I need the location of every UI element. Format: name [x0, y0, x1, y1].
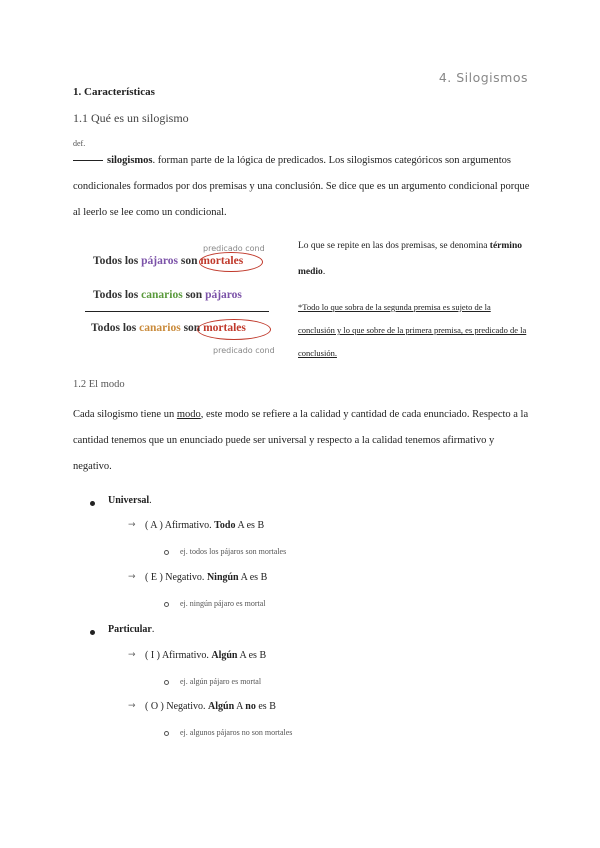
- premise-1-middle: pájaros: [141, 255, 179, 267]
- middle-term-text: Lo que se repite en las dos premisas, se denomina: [298, 241, 488, 251]
- conclusion-note: *Todo lo que sobra de la segunda premisa es sujeto de la conclusión y lo que sobre de la primera premisa, es predicado de la conclusión.: [298, 302, 527, 358]
- premise-1-predicate: mortales: [200, 255, 244, 267]
- circle-bullet: [164, 602, 169, 607]
- conclusion-predicate: mortales: [203, 322, 246, 334]
- premise-2-c: son: [182, 289, 206, 301]
- proposition-e-prefix: ( E ) Negativo.: [145, 572, 207, 583]
- middle-term: término medio: [298, 241, 522, 277]
- proposition-a-prefix: ( A ) Afirmativo.: [145, 520, 215, 531]
- conclusion-c: son: [180, 322, 204, 334]
- arrow-icon: →: [128, 520, 136, 530]
- section-title: 1. Características: [73, 86, 155, 98]
- proposition-a-quantifier: Todo: [214, 520, 236, 531]
- example-i: ej. algún pájaro es mortal: [180, 677, 262, 686]
- particular-end: .: [151, 624, 155, 635]
- conclusion-a: Todos los: [91, 322, 140, 334]
- universal-item: [108, 495, 152, 506]
- proposition-e-quantifier: Ningún: [206, 572, 239, 583]
- proposition-a-rest: A es B: [235, 520, 265, 531]
- universal-label: Universal: [108, 495, 150, 506]
- definition-term: silogismos: [107, 155, 153, 166]
- definition-text: . forman parte de la lógica de predicados. Los silogismos categóricos son argumentos condicionales formados por dos premisas y una conclusión. Se dice que es un argumento condicional porque al leerlo se lee como un condicional.: [73, 155, 530, 218]
- proposition-i: [145, 650, 266, 661]
- bullet-universal: [90, 501, 95, 506]
- conclusion-subject: canarios: [139, 322, 181, 334]
- universal-end: .: [149, 495, 152, 506]
- proposition-e-rest: A es B: [238, 572, 268, 583]
- subsection-title: 1.1 Qué es un silogismo: [73, 111, 189, 125]
- modo-text-b: , este modo se refiere a la calidad y cantidad de cada enunciado. Respecto a la cantidad tenemos que un enunciado puede ser universal y respecto a la calidad tenemos afirmativo y negativo.: [73, 409, 529, 472]
- premise-2-subject: canarios: [141, 289, 183, 301]
- subsection-title-modo: 1.2 El modo: [73, 379, 125, 390]
- example-a: ej. todos los pájaros son mortales: [180, 547, 287, 556]
- proposition-o-rest: es B: [255, 701, 276, 712]
- predicate-circle-bottom: [197, 319, 271, 340]
- proposition-a: [145, 520, 264, 531]
- modo-paragraph: [73, 402, 533, 480]
- premise-2-a: Todos los: [93, 289, 142, 301]
- proposition-o: [145, 701, 276, 712]
- modo-text-a: Cada silogismo tiene un: [73, 409, 177, 420]
- proposition-o-prefix: ( O ) Negativo.: [145, 701, 209, 712]
- conclusion-line: [85, 311, 269, 312]
- arrow-icon: →: [128, 701, 136, 711]
- modo-term: modo: [176, 409, 201, 420]
- arrow-icon: →: [128, 572, 136, 582]
- particular-label: Particular: [108, 624, 152, 635]
- circle-bullet: [164, 680, 169, 685]
- proposition-o-quantifier: Algún: [208, 701, 235, 712]
- example-e: ej. ningún pájaro es mortal: [180, 599, 266, 608]
- predicate-label-top: predicado cond: [203, 244, 265, 253]
- definition-paragraph: [73, 148, 533, 226]
- definition-line: [73, 160, 103, 161]
- particular-item: [108, 624, 154, 635]
- proposition-o-mid: A: [234, 701, 246, 712]
- arrow-icon: →: [128, 650, 136, 660]
- proposition-i-prefix: ( I ) Afirmativo.: [145, 650, 212, 661]
- proposition-e: [145, 572, 267, 583]
- definition-label: def.: [73, 139, 86, 148]
- proposition-i-rest: A es B: [237, 650, 267, 661]
- proposition-o-negation: no: [245, 701, 256, 712]
- circle-bullet: [164, 550, 169, 555]
- premise-2-middle: pájaros: [205, 289, 242, 301]
- premise-1-a: Todos los: [93, 255, 142, 267]
- chapter-header: 4. Silogismos: [438, 70, 528, 85]
- circle-bullet: [164, 731, 169, 736]
- predicate-label-bottom: predicado cond: [213, 346, 275, 355]
- middle-term-note: [298, 233, 528, 285]
- predicate-circle-top: [199, 252, 263, 272]
- bullet-particular: [90, 630, 95, 635]
- middle-term-end: .: [322, 267, 326, 277]
- proposition-i-quantifier: Algún: [211, 650, 238, 661]
- example-o: ej. algunos pájaros no son mortales: [180, 728, 293, 737]
- premise-2: [93, 289, 242, 301]
- syllogism-figure: [73, 240, 288, 358]
- premise-1-c: son: [178, 255, 201, 267]
